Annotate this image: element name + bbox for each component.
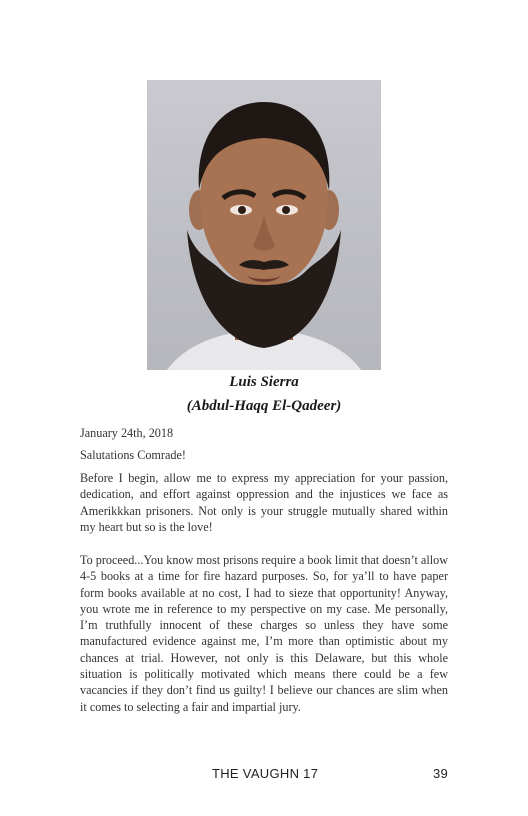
alias-text: Abdul-Haqq El-Qadeer <box>191 398 337 414</box>
page-number: 39 <box>433 766 449 781</box>
letter-paragraph: Before I begin, allow me to express my appreciation for your passion, dedication, and effort against oppression and the injustices we face as Amerikkkan prisoners. Not only is your struggle mutually shared within my heart but so is the love! <box>80 471 448 534</box>
letter-paragraph: To proceed...You know most prisons require a book limit that doesn’t allow 4-5 books at a time for fire hazard purposes. So, for ya’ll to have paper form books available at no cost, I had to sieze that opportunity! Anyway, you wrote me in reference to my perspective on my case. Me personally, I’m truthfully innocent of these charges so unless they have some manufactured evidence against me, I’m more than optimistic about my chances at trial. However, not only is this Delaware, but this whole situation is politically motivated which means there could be a few vacancies if they don’t find us guilty! I believe our chances are slim when it comes to selecting a fair and impartial jury. <box>80 553 449 714</box>
alias-open-paren: ( <box>186 398 192 414</box>
alias-close-paren: ) <box>336 398 342 414</box>
letter-date: January 24th, 2018 <box>80 426 174 440</box>
subject-alias <box>0 398 528 415</box>
mugshot-photo <box>147 80 381 370</box>
running-footer-title: THE VAUGHN 17 <box>212 766 319 781</box>
subject-name: Luis Sierra <box>229 374 299 390</box>
letter-greeting: Salutations Comrade! <box>80 448 186 462</box>
